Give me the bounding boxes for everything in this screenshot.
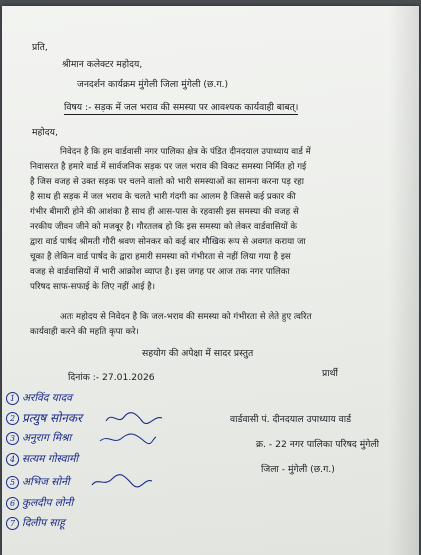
date-line: दिनांक :- 27.01.2026: [68, 372, 155, 383]
signature-scribble-1: [104, 409, 164, 427]
signatory-row: [6, 475, 70, 489]
signatory-name: प्रत्युष सोनकर: [22, 411, 83, 425]
signatory-name: दिलीप साहू: [22, 517, 65, 529]
signatory-name: अरविंद यादव: [22, 392, 73, 404]
signatory-name: कुलदीप लोनी: [22, 497, 74, 509]
recipient-line-1: श्रीमान कलेक्टर महोदय,: [62, 59, 143, 70]
signatory-name: अनुराग मिश्रा: [22, 432, 72, 444]
signature-scribble-2: [98, 431, 158, 447]
signatory-number: 2: [6, 412, 19, 425]
letter-page: [2, 6, 419, 555]
sender-line-3: जिला - मुंगेली (छ.ग.): [261, 464, 335, 475]
request-line: अतः महोदय से निवेदन है कि जल-भराव की समस्या को गंभीरता से लेते हुए त्वरित: [60, 312, 312, 322]
salutation-to: प्रति,: [32, 42, 48, 53]
signatory-number: 1: [6, 392, 19, 405]
body-line: चूका है लेकिन वार्ड पार्षद के द्वारा हमारी समस्या को गंभीरता से नहीं लिया गया है इस: [30, 252, 291, 262]
body-line: निवेदन है कि हम वार्डवासी नगर पालिका क्षेत्र के पंडित दीनदयाल उपाध्याय वार्ड में: [60, 147, 311, 157]
applicant-label: प्रार्थी: [322, 368, 338, 379]
body-line: द्वारा वार्ड पार्षद श्रीमती गौरी श्रवण सोनकर को कई बार मौखिक रूप से अवगत कराया जा: [30, 237, 306, 247]
signatory-row: [6, 391, 72, 405]
greeting: महोदय,: [32, 127, 58, 138]
closing-line: सहयोग की अपेक्षा में सादर प्रस्तुत: [142, 348, 254, 359]
body-line: वजह से वार्डवासियों में भारी आक्रोश व्याप्त है। इस जगह पर आज तक नगर पालिका: [30, 267, 290, 277]
signatory-number: 7: [6, 517, 19, 530]
signatory-row: [6, 431, 71, 445]
signatory-row: [6, 496, 73, 510]
body-line: परिषद साफ-सफाई के लिए नहीं आई है।: [30, 282, 155, 292]
body-line: निवासरत है हमारे वार्ड में सार्वजनिक सड़क पर जल भराव की विकट समस्या निर्मित हो गई: [30, 162, 307, 172]
subject-line: विषय :- सड़क में जल भराव की समस्या पर आवश्यक कार्यवाही बाबत्।: [64, 102, 299, 113]
signature-scribble-3: [90, 473, 154, 491]
sender-line-2: क्र. - 22 नगर पालिका परिषद मुंगेली: [256, 439, 379, 450]
signatory-number: 4: [6, 453, 19, 466]
body-line: है साथ ही सड़क में जल भराव के चलते भारी गंदगी का आलम है जिससे कई प्रकार की: [30, 192, 296, 202]
body-line: है जिस वजह से उक्त सड़क पर चलने वालो को भारी समस्याओं का सामना करना पड़ रहा: [30, 177, 304, 187]
signatory-number: 3: [6, 432, 19, 445]
signatory-name: अभिज सोनी: [22, 476, 70, 488]
signatory-row: [6, 452, 78, 466]
signatory-number: 5: [6, 476, 19, 489]
request-line: कार्यवाही करने की महति कृपा करे।: [30, 327, 139, 337]
body-line: गंभीर बीमारी होने की आशंका है साथ ही आस-पास के रहवासी इस समस्या की वजह से: [30, 207, 299, 217]
signatory-number: 6: [6, 497, 19, 510]
signatory-name: सत्यम गोस्वामी: [22, 453, 79, 465]
signatory-row: [6, 516, 65, 530]
body-line: नरकीय जीवन जीने को मजबूर है। गौरतलब हो कि इस समस्या को लेकर वार्डवासियों के: [30, 222, 298, 232]
signatory-row: [6, 409, 82, 426]
recipient-line-2: जनदर्शन कार्यक्रम मुंगेली जिला मुंगेली (छ.ग.): [77, 79, 229, 90]
sender-line-1: वार्डवासी पं. दीनदयाल उपाध्याय वार्ड: [230, 414, 352, 425]
